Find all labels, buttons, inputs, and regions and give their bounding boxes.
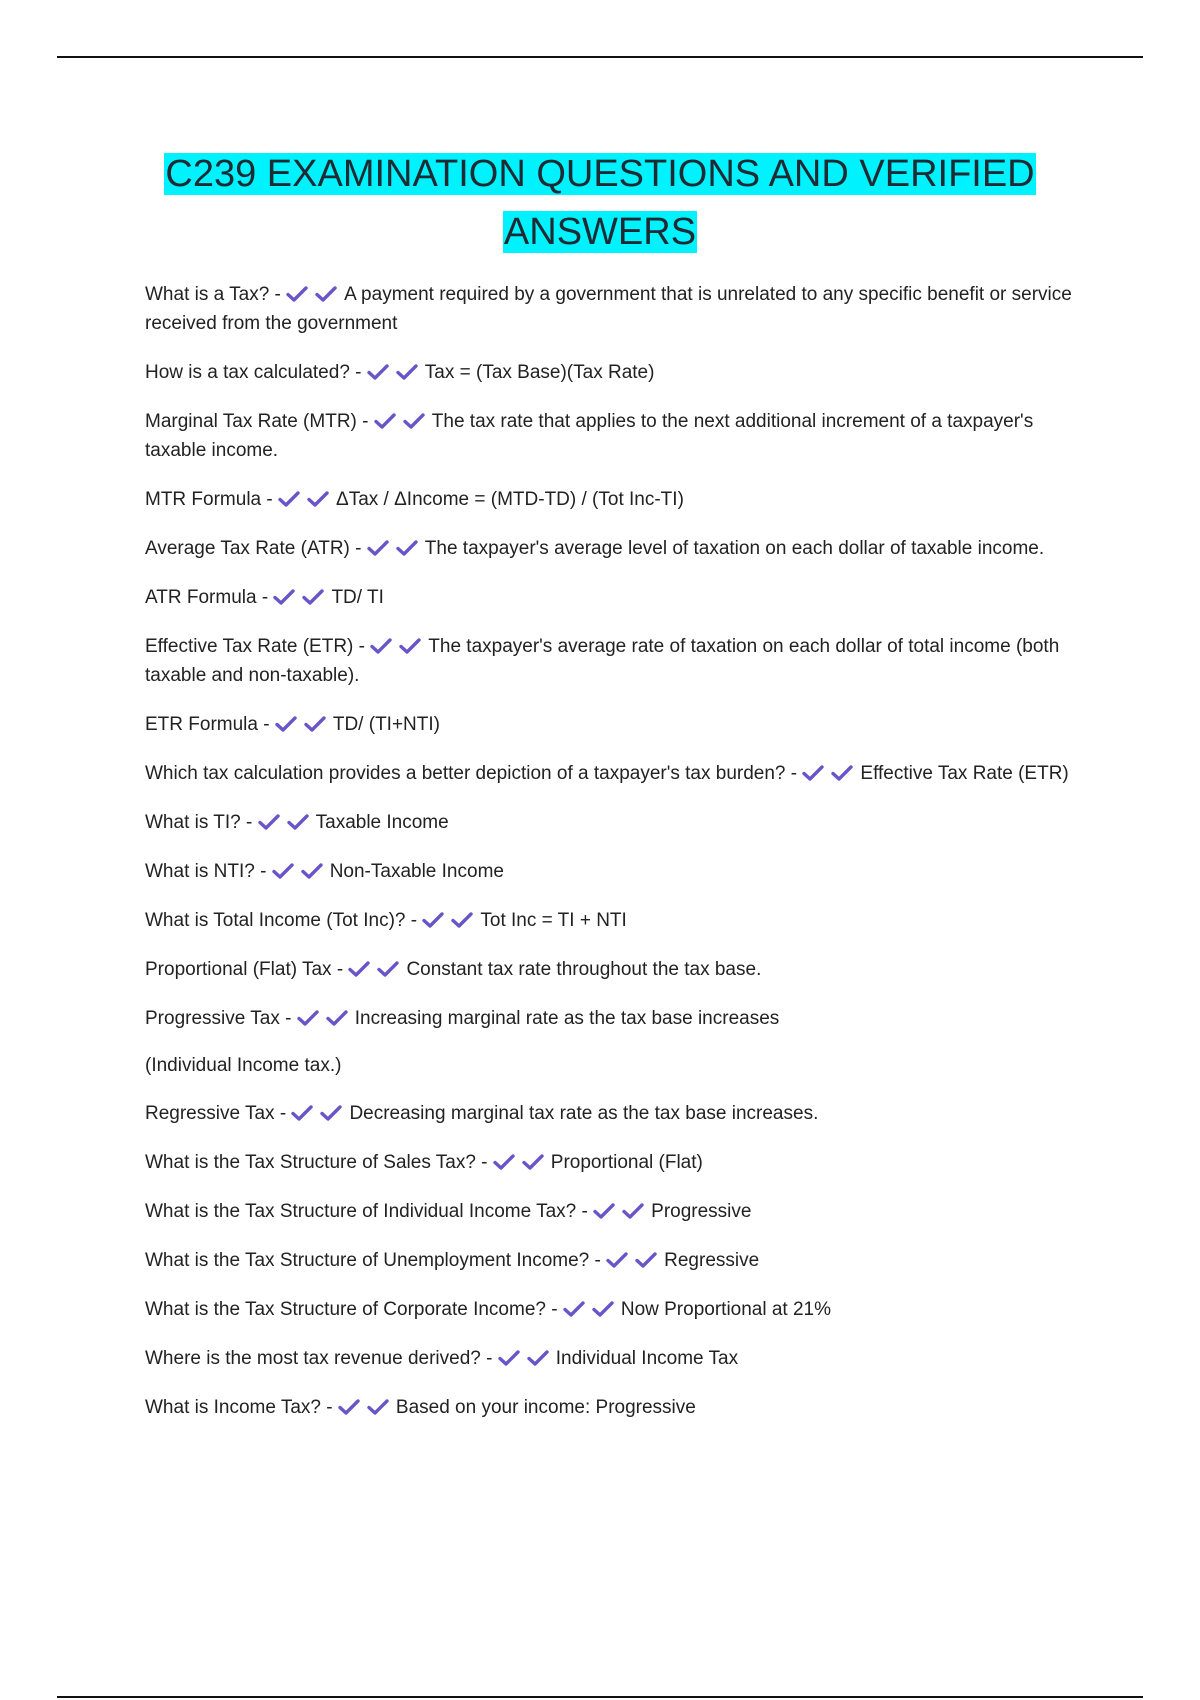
qa-item bbox=[145, 280, 1095, 338]
question-text: What is Income Tax? bbox=[145, 1397, 322, 1418]
separator: - bbox=[321, 1397, 333, 1418]
separator: - bbox=[257, 714, 270, 735]
answer-text: The taxpayer's average rate of taxation on each dollar of total income (both taxable and non-taxable). bbox=[145, 636, 1060, 686]
verified-checks bbox=[272, 861, 330, 882]
verified-checks bbox=[291, 1103, 349, 1124]
question-text: What is Total Income (Tot Inc)? bbox=[145, 910, 406, 931]
qa-group-1 bbox=[145, 280, 1095, 1033]
check-icon bbox=[493, 1153, 515, 1171]
separator: - bbox=[480, 1348, 493, 1369]
answer-text: Constant tax rate throughout the tax base. bbox=[406, 959, 762, 980]
question-text: Marginal Tax Rate (MTR) bbox=[145, 411, 357, 432]
title-line-2: ANSWERS bbox=[503, 211, 697, 253]
check-icon bbox=[315, 285, 337, 303]
separator: - bbox=[589, 1250, 601, 1271]
qa-item bbox=[145, 534, 1095, 563]
answer-text: Increasing marginal rate as the tax base increases bbox=[354, 1008, 780, 1029]
verified-checks bbox=[258, 812, 316, 833]
check-icon bbox=[451, 911, 473, 929]
check-icon bbox=[338, 1398, 360, 1416]
check-icon bbox=[527, 1349, 549, 1367]
top-rule bbox=[57, 56, 1143, 58]
check-icon bbox=[301, 862, 323, 880]
verified-checks bbox=[367, 538, 425, 559]
qa-item bbox=[145, 808, 1095, 837]
check-icon bbox=[320, 1104, 342, 1122]
verified-checks bbox=[297, 1008, 355, 1029]
check-icon bbox=[287, 813, 309, 831]
check-icon bbox=[399, 637, 421, 655]
check-icon bbox=[522, 1153, 544, 1171]
answer-text: Tot Inc = TI + NTI bbox=[480, 910, 627, 931]
answer-text: Individual Income Tax bbox=[555, 1348, 739, 1369]
qa-item bbox=[145, 407, 1095, 465]
answer-text: Tax = (Tax Base)(Tax Rate) bbox=[424, 362, 655, 383]
check-icon bbox=[275, 715, 297, 733]
qa-item bbox=[145, 583, 1095, 612]
answer-text: Decreasing marginal tax rate as the tax base increases. bbox=[349, 1103, 819, 1124]
verified-checks bbox=[802, 763, 860, 784]
separator: - bbox=[353, 636, 365, 657]
separator: - bbox=[254, 861, 267, 882]
qa-item bbox=[145, 1197, 1095, 1226]
verified-checks bbox=[498, 1348, 556, 1369]
separator: - bbox=[279, 1008, 292, 1029]
question-text: Regressive Tax bbox=[145, 1103, 275, 1124]
qa-item bbox=[145, 1295, 1095, 1324]
check-icon bbox=[396, 539, 418, 557]
qa-note: (Individual Income tax.) bbox=[145, 1055, 342, 1076]
separator: - bbox=[349, 362, 362, 383]
answer-text: Proportional (Flat) bbox=[550, 1152, 703, 1173]
check-icon bbox=[374, 412, 396, 430]
answer-text: Progressive bbox=[651, 1201, 752, 1222]
separator: - bbox=[349, 538, 362, 559]
check-icon bbox=[370, 637, 392, 655]
qa-list bbox=[145, 280, 1095, 1442]
answer-text: Regressive bbox=[664, 1250, 760, 1271]
check-icon bbox=[302, 588, 324, 606]
qa-item bbox=[145, 906, 1095, 935]
separator: - bbox=[274, 1103, 287, 1124]
verified-checks bbox=[493, 1152, 551, 1173]
answer-text: A payment required by a government that is unrelated to any specific benefit or service received from the government bbox=[145, 284, 1072, 334]
answer-text: Effective Tax Rate (ETR) bbox=[860, 763, 1069, 784]
check-icon bbox=[622, 1202, 644, 1220]
question-text: What is the Tax Structure of Unemployment Income? bbox=[145, 1250, 590, 1271]
check-icon bbox=[326, 1009, 348, 1027]
separator: - bbox=[256, 587, 269, 608]
qa-item bbox=[145, 955, 1095, 984]
question-text: What is TI? bbox=[145, 812, 241, 833]
question-text: What is the Tax Structure of Sales Tax? bbox=[145, 1152, 476, 1173]
question-text: Effective Tax Rate (ETR) bbox=[145, 636, 354, 657]
qa-item bbox=[145, 1393, 1095, 1422]
qa-item bbox=[145, 1004, 1095, 1033]
verified-checks bbox=[422, 910, 480, 931]
check-icon bbox=[396, 363, 418, 381]
question-text: What is NTI? bbox=[145, 861, 255, 882]
answer-text: Taxable Income bbox=[315, 812, 449, 833]
check-icon bbox=[377, 960, 399, 978]
separator: - bbox=[261, 489, 273, 510]
answer-text: Now Proportional at 21% bbox=[620, 1299, 832, 1320]
qa-item bbox=[145, 1246, 1095, 1275]
check-icon bbox=[367, 1398, 389, 1416]
check-icon bbox=[278, 490, 300, 508]
question-text: Average Tax Rate (ATR) bbox=[145, 538, 350, 559]
separator: - bbox=[356, 411, 369, 432]
check-icon bbox=[297, 1009, 319, 1027]
qa-item bbox=[145, 1099, 1095, 1128]
check-icon bbox=[307, 490, 329, 508]
verified-checks bbox=[348, 959, 406, 980]
check-icon bbox=[498, 1349, 520, 1367]
separator: - bbox=[405, 910, 418, 931]
qa-group-2 bbox=[145, 1099, 1095, 1422]
answer-text: The taxpayer's average level of taxation on each dollar of taxable income. bbox=[424, 538, 1045, 559]
answer-text: Based on your income: Progressive bbox=[395, 1397, 696, 1418]
question-text: What is the Tax Structure of Individual Income Tax? bbox=[145, 1201, 577, 1222]
verified-checks bbox=[606, 1250, 664, 1271]
document-title bbox=[0, 145, 1200, 261]
check-icon bbox=[291, 1104, 313, 1122]
separator: - bbox=[576, 1201, 588, 1222]
check-icon bbox=[286, 285, 308, 303]
question-text: MTR Formula bbox=[145, 489, 262, 510]
qa-item bbox=[145, 710, 1095, 739]
verified-checks bbox=[370, 636, 428, 657]
separator: - bbox=[331, 959, 344, 980]
question-text: Progressive Tax bbox=[145, 1008, 280, 1029]
separator: - bbox=[785, 763, 798, 784]
check-icon bbox=[258, 813, 280, 831]
verified-checks bbox=[563, 1299, 621, 1320]
separator: - bbox=[545, 1299, 558, 1320]
answer-text: TD/ (TI+NTI) bbox=[332, 714, 440, 735]
check-icon bbox=[367, 539, 389, 557]
bottom-rule bbox=[57, 1696, 1143, 1698]
verified-checks bbox=[338, 1397, 396, 1418]
qa-item bbox=[145, 358, 1095, 387]
qa-item bbox=[145, 1148, 1095, 1177]
check-icon bbox=[802, 764, 824, 782]
qa-item bbox=[145, 485, 1095, 514]
answer-text: Non-Taxable Income bbox=[329, 861, 504, 882]
qa-item bbox=[145, 1344, 1095, 1373]
question-text: ETR Formula bbox=[145, 714, 258, 735]
verified-checks bbox=[367, 362, 425, 383]
answer-text: TD/ TI bbox=[331, 587, 384, 608]
title-line-1: C239 EXAMINATION QUESTIONS AND VERIFIED bbox=[165, 153, 1035, 195]
qa-item bbox=[145, 857, 1095, 886]
verified-checks bbox=[374, 411, 432, 432]
check-icon bbox=[563, 1300, 585, 1318]
question-text: What is the Tax Structure of Corporate Income? bbox=[145, 1299, 546, 1320]
answer-text: The tax rate that applies to the next additional increment of a taxpayer's taxable income. bbox=[145, 411, 1034, 461]
check-icon bbox=[593, 1202, 615, 1220]
question-text: Proportional (Flat) Tax bbox=[145, 959, 332, 980]
answer-text: ΔTax / ΔIncome = (MTD-TD) / (Tot Inc-TI) bbox=[336, 489, 684, 510]
check-icon bbox=[273, 588, 295, 606]
check-icon bbox=[348, 960, 370, 978]
separator: - bbox=[240, 812, 253, 833]
check-icon bbox=[635, 1251, 657, 1269]
check-icon bbox=[403, 412, 425, 430]
verified-checks bbox=[286, 284, 344, 305]
check-icon bbox=[304, 715, 326, 733]
question-text: Which tax calculation provides a better depiction of a taxpayer's tax burden? bbox=[145, 763, 786, 784]
check-icon bbox=[592, 1300, 614, 1318]
qa-item bbox=[145, 759, 1095, 788]
question-text: What is a Tax? bbox=[145, 284, 270, 305]
check-icon bbox=[606, 1251, 628, 1269]
verified-checks bbox=[275, 714, 333, 735]
verified-checks bbox=[278, 489, 336, 510]
check-icon bbox=[831, 764, 853, 782]
question-text: ATR Formula bbox=[145, 587, 257, 608]
separator: - bbox=[475, 1152, 488, 1173]
question-text: Where is the most tax revenue derived? bbox=[145, 1348, 481, 1369]
check-icon bbox=[367, 363, 389, 381]
question-text: How is a tax calculated? bbox=[145, 362, 350, 383]
separator: - bbox=[269, 284, 281, 305]
check-icon bbox=[272, 862, 294, 880]
qa-item bbox=[145, 632, 1095, 690]
check-icon bbox=[422, 911, 444, 929]
verified-checks bbox=[593, 1201, 651, 1222]
verified-checks bbox=[273, 587, 331, 608]
